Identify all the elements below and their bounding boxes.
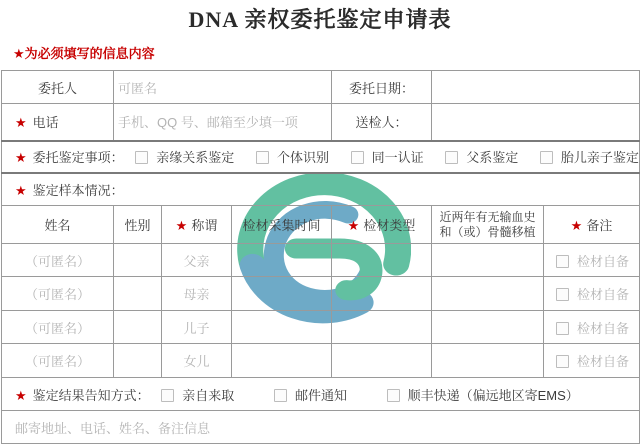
- row-mailing: [2, 411, 640, 444]
- samples-section-label: ★ 鉴定样本情况：: [2, 173, 640, 206]
- notify-label: 鉴定结果告知方式：: [32, 387, 150, 403]
- checkbox-option-individual[interactable]: 个体识别: [256, 150, 329, 165]
- required-star-icon: ★: [15, 182, 27, 198]
- remark-cell: 检材自备: [544, 244, 640, 277]
- row-notify: [2, 378, 640, 411]
- notify-row: [2, 378, 640, 411]
- name-input[interactable]: （可匿名）: [2, 344, 114, 378]
- header-gender: 性别: [114, 206, 162, 244]
- row-samples-label: [2, 173, 640, 206]
- remark-cell: 检材自备: [544, 344, 640, 378]
- checkbox-option-paternal[interactable]: 父系鉴定: [445, 150, 518, 165]
- name-input[interactable]: （可匿名）: [2, 277, 114, 311]
- header-relation: ★ 称谓: [162, 206, 232, 244]
- gender-input[interactable]: [114, 311, 162, 344]
- checkbox-option-kinship[interactable]: 亲缘关系鉴定: [135, 150, 234, 165]
- checkbox-icon[interactable]: [556, 255, 569, 268]
- collect-time-input[interactable]: [232, 311, 332, 344]
- required-star-icon: ★: [15, 387, 27, 403]
- date-label: 委托日期：: [332, 71, 432, 104]
- mailing-placeholder: 邮寄地址、电话、姓名、备注信息: [15, 420, 211, 436]
- matters-row: [2, 141, 640, 173]
- required-star-icon: ★: [175, 218, 188, 233]
- date-input[interactable]: [432, 71, 640, 104]
- header-history: 近两年有无输血史和（或）骨髓移植: [432, 206, 544, 244]
- checkbox-option-fetal[interactable]: 胎儿亲子鉴定: [540, 150, 639, 165]
- mailing-input[interactable]: [2, 411, 640, 444]
- header-remark: ★ 备注: [544, 206, 640, 244]
- row-phone: [2, 104, 640, 141]
- checkbox-icon[interactable]: [540, 151, 553, 164]
- checkbox-option-pickup[interactable]: 亲自来取: [161, 388, 234, 403]
- required-star-icon: ★: [15, 150, 27, 165]
- sample-row-mother: [2, 277, 640, 311]
- phone-input[interactable]: [114, 104, 332, 141]
- sample-row-father: [2, 244, 640, 277]
- history-input[interactable]: [432, 344, 544, 378]
- checkbox-option-mail-notice[interactable]: 邮件通知: [274, 388, 347, 403]
- page-title: DNA 亲权委托鉴定申请表: [188, 7, 452, 32]
- submitter-label: 送检人：: [332, 104, 432, 141]
- checkbox-icon[interactable]: [274, 389, 287, 402]
- name-input[interactable]: （可匿名）: [2, 311, 114, 344]
- sample-type-input[interactable]: [332, 311, 432, 344]
- relation-value[interactable]: 父亲: [162, 244, 232, 277]
- relation-value[interactable]: 女儿: [162, 344, 232, 378]
- sample-type-input[interactable]: [332, 344, 432, 378]
- sample-type-input[interactable]: [332, 277, 432, 311]
- name-input[interactable]: （可匿名）: [2, 244, 114, 277]
- checkbox-icon[interactable]: [351, 151, 364, 164]
- sample-type-input[interactable]: [332, 244, 432, 277]
- client-input[interactable]: [114, 71, 332, 104]
- collect-time-input[interactable]: [232, 244, 332, 277]
- submitter-input[interactable]: [432, 104, 640, 141]
- checkbox-option-identity[interactable]: 同一认证: [351, 150, 424, 165]
- checkbox-icon[interactable]: [556, 355, 569, 368]
- phone-label: ★ 电话: [2, 104, 114, 141]
- gender-input[interactable]: [114, 277, 162, 311]
- sample-table-header: [2, 206, 640, 244]
- checkbox-icon[interactable]: [256, 151, 269, 164]
- history-input[interactable]: [432, 311, 544, 344]
- gender-input[interactable]: [114, 244, 162, 277]
- collect-time-input[interactable]: [232, 277, 332, 311]
- remark-cell: 检材自备: [544, 277, 640, 311]
- relation-value[interactable]: 儿子: [162, 311, 232, 344]
- checkbox-icon[interactable]: [556, 322, 569, 335]
- checkbox-icon[interactable]: [387, 389, 400, 402]
- application-form-table: [1, 70, 640, 444]
- client-label: 委托人: [2, 71, 114, 104]
- relation-value[interactable]: 母亲: [162, 277, 232, 311]
- required-star-icon: ★: [15, 115, 27, 131]
- collect-time-input[interactable]: [232, 344, 332, 378]
- sample-row-son: [2, 311, 640, 344]
- checkbox-option-sf-express[interactable]: 顺丰快递（偏远地区寄EMS）: [387, 388, 579, 403]
- history-input[interactable]: [432, 244, 544, 277]
- checkbox-icon[interactable]: [161, 389, 174, 402]
- row-client: [2, 71, 640, 104]
- checkbox-icon[interactable]: [445, 151, 458, 164]
- phone-placeholder: 手机、QQ 号、邮箱至少填一项: [118, 115, 298, 131]
- matters-label: 委托鉴定事项：: [32, 150, 124, 165]
- header-collect-time: 检材采集时间: [232, 206, 332, 244]
- history-input[interactable]: [432, 277, 544, 311]
- checkbox-icon[interactable]: [135, 151, 148, 164]
- required-note: ★为必须填写的信息内容: [13, 46, 155, 61]
- checkbox-icon[interactable]: [556, 288, 569, 301]
- sample-row-daughter: [2, 344, 640, 378]
- gender-input[interactable]: [114, 344, 162, 378]
- required-star-icon: ★: [347, 218, 360, 233]
- remark-cell: 检材自备: [544, 311, 640, 344]
- required-star-icon: ★: [570, 218, 583, 233]
- header-sample-type: ★ 检材类型: [332, 206, 432, 244]
- header-name: 姓名: [2, 206, 114, 244]
- client-placeholder: 可匿名: [118, 80, 158, 96]
- row-matters: [2, 141, 640, 173]
